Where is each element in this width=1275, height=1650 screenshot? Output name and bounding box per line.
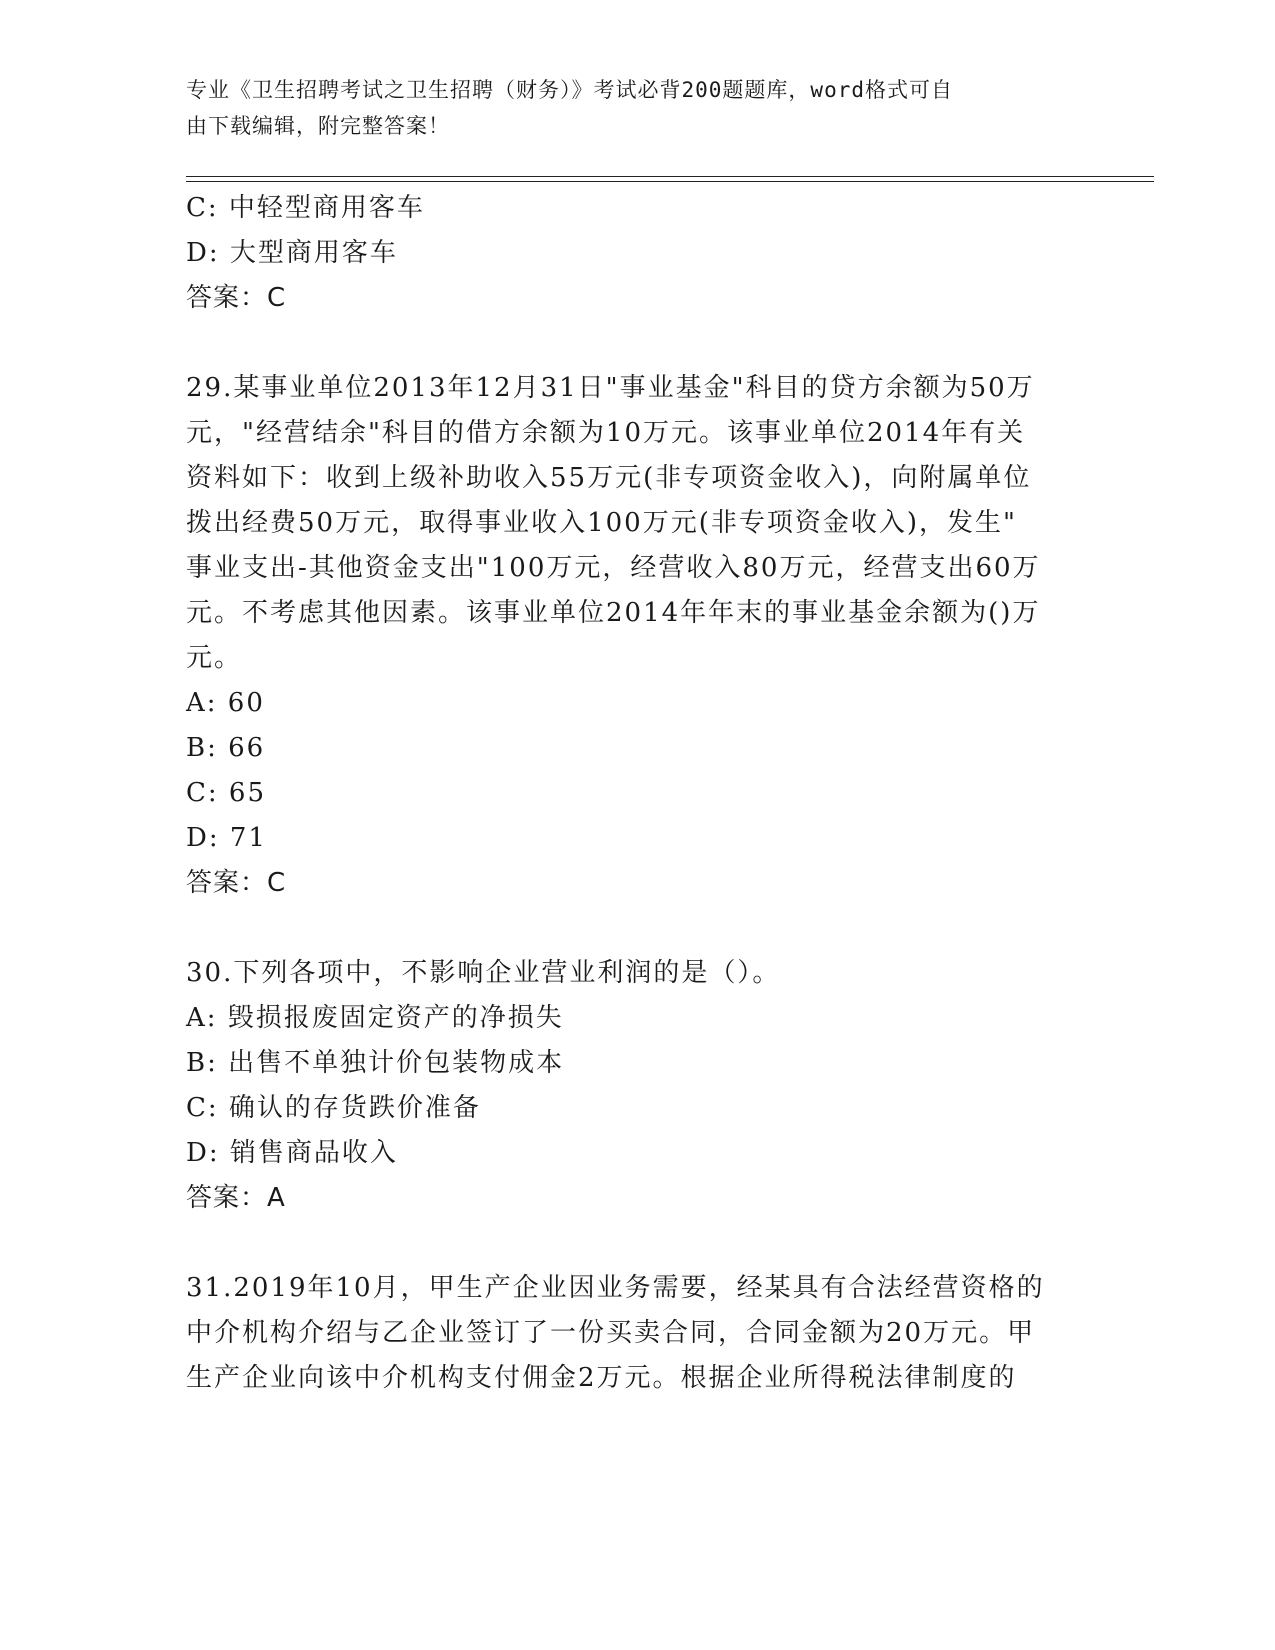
spacer bbox=[186, 906, 1086, 951]
header-rule-top bbox=[186, 176, 1154, 177]
option-d: D: 销售商品收入 bbox=[186, 1138, 398, 1168]
option-d: D: 大型商用客车 bbox=[186, 238, 398, 268]
question-stem-line: 元，"经营结余"科目的借方余额为10万元。该事业单位2014年有关 bbox=[186, 418, 1026, 448]
answer-line: 答案：C bbox=[186, 283, 287, 313]
header-rule-bottom bbox=[186, 181, 1154, 182]
spacer bbox=[186, 321, 1086, 366]
option-b: B: 出售不单独计价包装物成本 bbox=[186, 1048, 565, 1078]
option-a: A: 毁损报废固定资产的净损失 bbox=[186, 1003, 564, 1033]
option-c: C: 65 bbox=[186, 778, 267, 808]
header-title-line-2: 由下载编辑，附完整答案！ bbox=[186, 114, 450, 138]
question-stem-line: 29.某事业单位2013年12月31日"事业基金"科目的贷方余额为50万 bbox=[186, 373, 1035, 403]
option-a: A: 60 bbox=[186, 688, 265, 718]
question-stem-line: 31.2019年10月，甲生产企业因业务需要，经某具有合法经营资格的 bbox=[186, 1273, 1045, 1303]
question-stem-line: 中介机构介绍与乙企业签订了一份买卖合同，合同金额为20万元。甲 bbox=[186, 1318, 1036, 1348]
question-stem-line: 30.下列各项中，不影响企业营业利润的是（）。 bbox=[186, 958, 781, 988]
answer-line: 答案：C bbox=[186, 868, 287, 898]
question-stem-line: 元。不考虑其他因素。该事业单位2014年年末的事业基金余额为()万 bbox=[186, 598, 1041, 628]
header-title-line-1: 专业《卫生招聘考试之卫生招聘（财务）》考试必背200题题库，word格式可自 bbox=[186, 78, 953, 102]
option-c: C: 中轻型商用客车 bbox=[186, 193, 425, 223]
question-stem-line: 拨出经费50万元，取得事业收入100万元(非专项资金收入)，发生" bbox=[186, 508, 1017, 538]
question-stem-line: 元。 bbox=[186, 643, 243, 673]
answer-line: 答案：A bbox=[186, 1183, 286, 1213]
question-31 bbox=[186, 1266, 1086, 1401]
option-d: D: 71 bbox=[186, 823, 267, 853]
question-28 bbox=[186, 186, 1086, 321]
question-list bbox=[186, 186, 1086, 1401]
question-stem-line: 资料如下：收到上级补助收入55万元(非专项资金收入)，向附属单位 bbox=[186, 463, 1032, 493]
question-30 bbox=[186, 951, 1086, 1221]
option-c: C: 确认的存货跌价准备 bbox=[186, 1093, 481, 1123]
question-stem-line: 事业支出-其他资金支出"100万元，经营收入80万元，经营支出60万 bbox=[186, 553, 1041, 583]
page-header bbox=[186, 72, 1066, 144]
spacer bbox=[186, 1221, 1086, 1266]
question-29 bbox=[186, 366, 1086, 906]
question-stem-line: 生产企业向该中介机构支付佣金2万元。根据企业所得税法律制度的 bbox=[186, 1363, 1017, 1393]
option-b: B: 66 bbox=[186, 733, 266, 763]
